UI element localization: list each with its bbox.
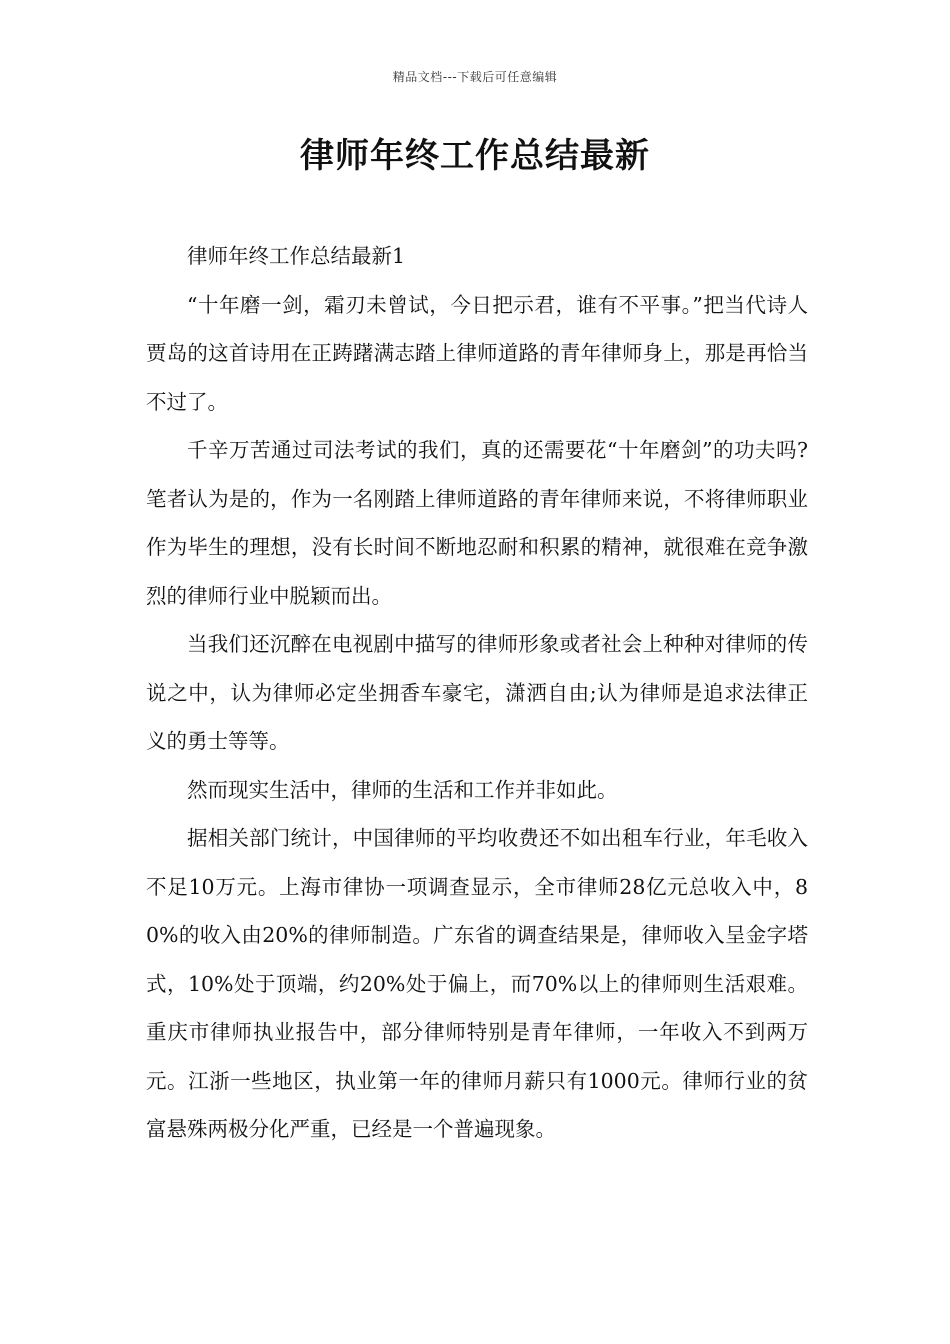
paragraph: 然而现实生活中，律师的生活和工作并非如此。 <box>187 777 618 802</box>
section-heading: 律师年终工作总结最新1 <box>187 244 406 268</box>
paragraph: “十年磨一剑，霜刃未曾试，今日把示君，谁有不平事。”把当代诗人贾岛的这首诗用在正踌躇满志踏上律师道路的青年律师身上，那是再恰当不过了。 <box>146 292 808 414</box>
document-title: 律师年终工作总结最新 <box>300 136 650 176</box>
paragraph: 据相关部门统计，中国律师的平均收费还不如出租车行业，年毛收入不足10万元。上海市律协一项调查显示，全市律师28亿元总收入中，80%的收入由20%的律师制造。广东省的调查结果是，律师收入呈金字塔式，10%处于顶端，约20%处于偏上，而70%以上的律师则生活艰难。重庆市律师执业报告中，部分律师特别是青年律师，一年收入不到两万元。江浙一些地区，执业第一年的律师月薪只有1000元。律师行业的贫富悬殊两极分化严重，已经是一个普遍现象。 <box>146 826 808 1141</box>
paragraph: 千辛万苦通过司法考试的我们，真的还需要花“十年磨剑”的功夫吗?笔者认为是的，作为一名刚踏上律师道路的青年律师来说，不将律师职业作为毕生的理想，没有长时间不断地忍耐和积累的精神，就很难在竞争激烈的律师行业中脱颖而出。 <box>146 438 808 608</box>
paragraph: 当我们还沉醉在电视剧中描写的律师形象或者社会上种种对律师的传说之中，认为律师必定坐拥香车豪宅，潇洒自由;认为律师是追求法律正义的勇士等等。 <box>146 632 808 753</box>
document-body <box>146 232 808 1154</box>
header-note: 精品文档---下载后可任意编辑 <box>392 70 558 84</box>
